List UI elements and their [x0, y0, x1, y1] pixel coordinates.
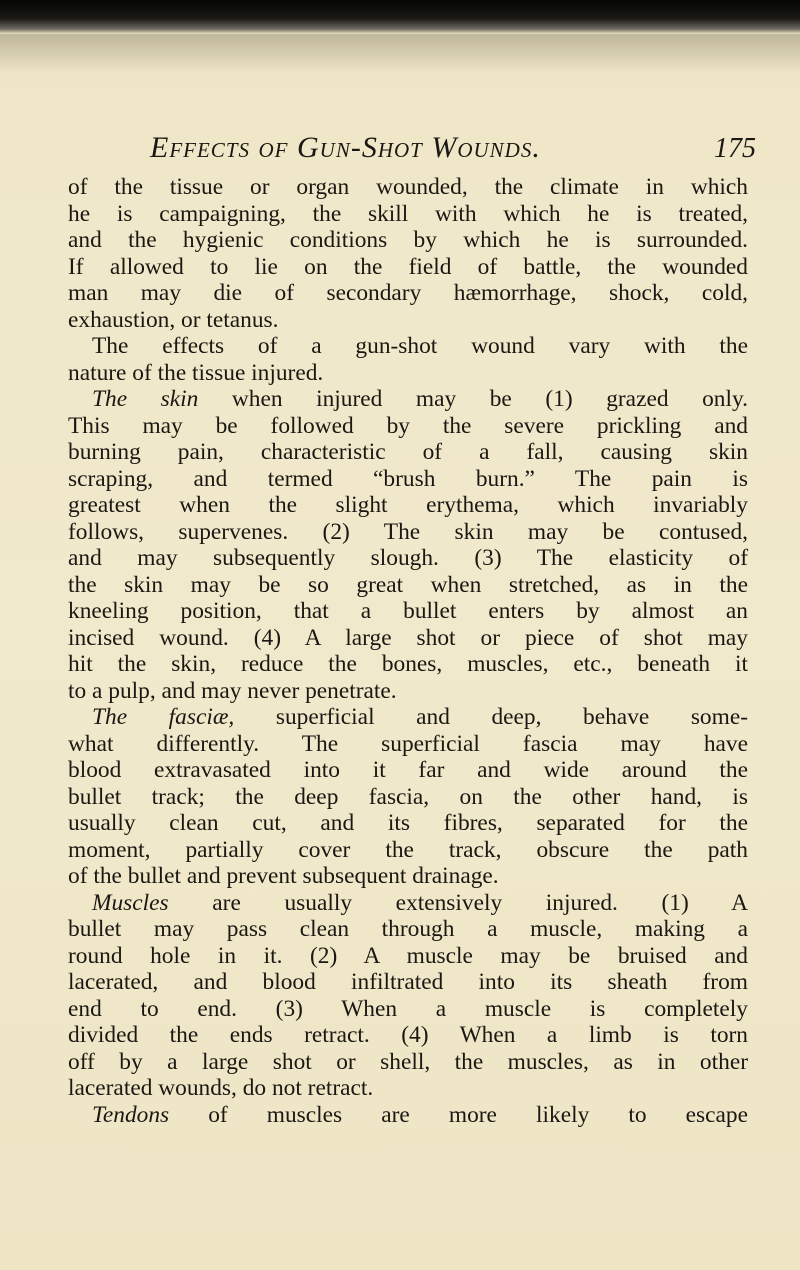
text-line: of the bullet and prevent subsequent drainage. [68, 863, 499, 889]
text-line: The effects of a gun-shot wound vary with the [92, 333, 748, 359]
text-line: incised wound. (4) A large shot or piece of shot may [68, 624, 748, 651]
text-line: The fasciæ, superficial and deep, behave some- [92, 704, 748, 730]
text-line: he is campaigning, the skill with which he is treated, [68, 200, 748, 227]
italic-term: Muscles [92, 889, 169, 916]
page-number: 175 [714, 133, 756, 164]
text-line: round hole in it. (2) A muscle may be bruised and [68, 942, 748, 969]
italic-term: The fasciæ, [92, 704, 235, 730]
text-line: follows, supervenes. (2) The skin may be contused, [68, 518, 748, 545]
italic-term: The skin [92, 386, 199, 412]
text-line: of the tissue or organ wounded, the climate in which [68, 174, 748, 200]
body-text [68, 174, 748, 1128]
text-line: and the hygienic conditions by which he is surrounded. [68, 227, 748, 253]
text-line: lacerated wounds, do not retract. [68, 1075, 374, 1101]
text-line: end to end. (3) When a muscle is completely [68, 995, 748, 1022]
text-line: greatest when the slight erythema, which invariably [68, 492, 748, 518]
scan-edge-shadow [0, 34, 800, 74]
text-line: Tendons of muscles are more likely to escape [92, 1101, 748, 1128]
text-line: nature of the tissue injured. [68, 359, 324, 386]
text-line: and may subsequently slough. (3) The elasticity of [68, 545, 748, 571]
italic-term: Tendons [92, 1101, 170, 1128]
text-line: This may be followed by the severe prickling and [68, 412, 748, 439]
text-line: man may die of secondary hæmorrhage, shock, cold, [68, 280, 748, 306]
scan-top-edge [0, 0, 800, 34]
text-line: moment, partially cover the track, obscure the path [68, 836, 748, 863]
text-line: bullet track; the deep fascia, on the other hand, is [68, 783, 748, 810]
text-line: kneeling position, that a bullet enters by almost an [68, 598, 748, 624]
text-line: exhaustion, or tetanus. [68, 306, 279, 333]
text-line: what differently. The superficial fascia may have [68, 730, 748, 757]
text-line: off by a large shot or shell, the muscles, as in other [68, 1048, 748, 1075]
text-line: If allowed to lie on the field of battle, the wounded [68, 253, 748, 280]
text-line: bullet may pass clean through a muscle, making a [68, 916, 748, 942]
text-line: to a pulp, and may never penetrate. [68, 677, 397, 704]
text-line: The skin when injured may be (1) grazed only. [92, 386, 748, 412]
text-line: usually clean cut, and its fibres, separated for the [68, 810, 748, 836]
text-line: burning pain, characteristic of a fall, causing skin [68, 439, 748, 465]
running-title: Effects of Gun-Shot Wounds. [150, 131, 541, 164]
text-line: the skin may be so great when stretched, as in the [68, 571, 748, 598]
running-head [150, 131, 756, 171]
text-line: scraping, and termed “brush burn.” The pain is [68, 465, 748, 492]
text-line: lacerated, and blood infiltrated into its sheath from [68, 969, 748, 995]
text-line: blood extravasated into it far and wide around the [68, 757, 748, 783]
text-line: Muscles are usually extensively injured. (1) A [92, 889, 748, 916]
text-line: divided the ends retract. (4) When a limb is torn [68, 1022, 748, 1048]
text-line: hit the skin, reduce the bones, muscles, etc., beneath it [68, 651, 748, 677]
